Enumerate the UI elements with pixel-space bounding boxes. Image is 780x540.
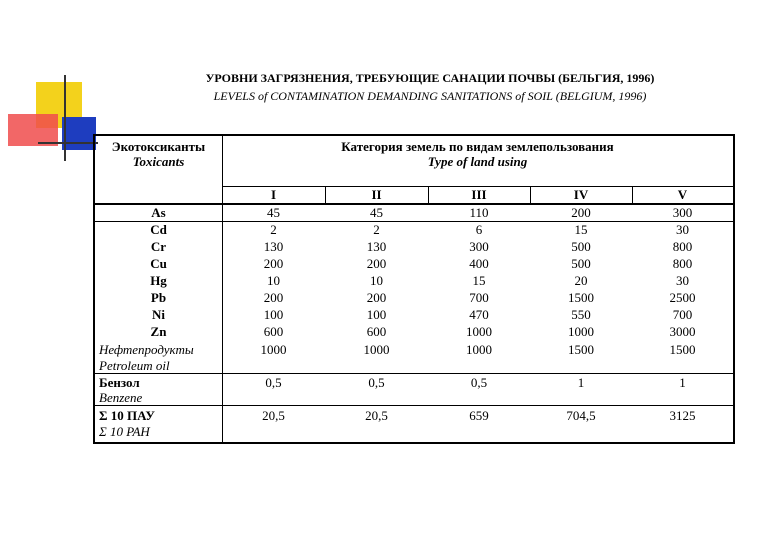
toxicant-label: Cu: [150, 256, 167, 271]
toxicant-label-ru: Бензол: [99, 375, 140, 390]
value-cell: 30: [676, 222, 689, 237]
value-cell: 0,5: [265, 375, 282, 390]
value-cell: 1000: [363, 342, 390, 357]
value-cell: 100: [263, 307, 284, 322]
value-cell: 3125: [669, 408, 696, 423]
decor-blue-square: [62, 117, 96, 150]
value-cell: 2500: [669, 290, 696, 305]
toxicant-label-ru: Σ 10 ПАУ: [99, 408, 155, 423]
category-header: IV: [573, 187, 589, 202]
value-cell: 200: [366, 290, 387, 305]
row-divider: [95, 405, 733, 406]
value-cell: 130: [366, 239, 387, 254]
value-cell: 2: [373, 222, 380, 237]
title-english: LEVELS of CONTAMINATION DEMANDING SANITATIONS of SOIL (BELGIUM, 1996): [213, 89, 647, 103]
value-cell: 1000: [466, 324, 492, 339]
value-cell: 300: [469, 239, 489, 254]
value-cell: 550: [571, 307, 591, 322]
col-header-ru: Экотоксиканты: [111, 139, 206, 154]
value-cell: 10: [370, 273, 383, 288]
group-header-ru: Категория земель по видам землепользования: [341, 139, 614, 154]
value-cell: 130: [263, 239, 284, 254]
value-cell: 2: [270, 222, 277, 237]
toxicant-label-en: Petroleum oil: [99, 358, 170, 373]
value-cell: 400: [469, 256, 489, 271]
value-cell: 200: [571, 205, 591, 220]
value-cell: 1000: [466, 342, 492, 357]
value-cell: 704,5: [566, 408, 596, 423]
value-cell: 45: [267, 205, 280, 220]
decor-vertical-line: [64, 75, 66, 161]
value-cell: 6: [475, 222, 483, 237]
toxicant-label: Pb: [150, 290, 167, 305]
value-cell: 700: [672, 307, 693, 322]
value-cell: 20,5: [262, 408, 285, 423]
value-cell: 700: [469, 290, 489, 305]
value-cell: 1: [577, 375, 585, 390]
value-cell: 1000: [568, 324, 594, 339]
value-cell: 100: [366, 307, 387, 322]
value-cell: 300: [672, 205, 693, 220]
value-cell: 15: [472, 273, 486, 288]
category-header: V: [677, 187, 688, 202]
value-cell: 45: [370, 205, 383, 220]
value-cell: 30: [676, 273, 689, 288]
value-cell: 800: [672, 239, 693, 254]
value-cell: 500: [571, 239, 591, 254]
toxicant-label-en: Benzene: [99, 390, 143, 405]
toxicant-label: As: [151, 205, 166, 220]
value-cell: 200: [263, 290, 284, 305]
value-cell: 0,5: [470, 375, 488, 390]
category-header: III: [471, 187, 487, 202]
value-cell: 600: [263, 324, 284, 339]
value-cell: 1500: [568, 290, 594, 305]
value-cell: 600: [366, 324, 387, 339]
category-header: I: [270, 187, 277, 202]
value-cell: 0,5: [368, 375, 385, 390]
value-cell: 470: [469, 307, 489, 322]
value-cell: 200: [263, 256, 284, 271]
value-cell: 1: [679, 375, 686, 390]
group-header-en: Type of land using: [427, 154, 528, 169]
toxicant-label: Hg: [150, 273, 167, 288]
value-cell: 800: [672, 256, 693, 271]
toxicant-label: Cr: [150, 239, 167, 254]
value-cell: 1500: [568, 342, 594, 357]
decor-horizontal-line: [38, 142, 98, 144]
toxicant-label-en: Σ 10 PAH: [99, 424, 150, 439]
contamination-table: [93, 134, 735, 444]
toxicant-label: Ni: [152, 307, 165, 322]
title-russian: УРОВНИ ЗАГРЯЗНЕНИЯ, ТРЕБУЮЩИЕ САНАЦИИ ПОЧВЫ (БЕЛЬГИЯ, 1996): [205, 71, 655, 85]
value-cell: 3000: [669, 324, 696, 339]
value-cell: 1000: [260, 342, 287, 357]
value-cell: 659: [469, 408, 489, 423]
value-cell: 110: [469, 205, 489, 220]
value-cell: 10: [267, 273, 280, 288]
toxicant-label: Zn: [150, 324, 167, 339]
col-header-en: Toxicants: [132, 154, 185, 169]
value-cell: 20: [574, 273, 588, 288]
value-cell: 500: [571, 256, 591, 271]
toxicant-label-ru: Нефтепродукты: [99, 342, 194, 357]
value-cell: 15: [574, 222, 588, 237]
value-cell: 20,5: [365, 408, 388, 423]
category-header: II: [371, 187, 382, 202]
value-cell: 200: [366, 256, 387, 271]
toxicant-label: Cd: [150, 222, 167, 237]
value-cell: 1500: [669, 342, 696, 357]
